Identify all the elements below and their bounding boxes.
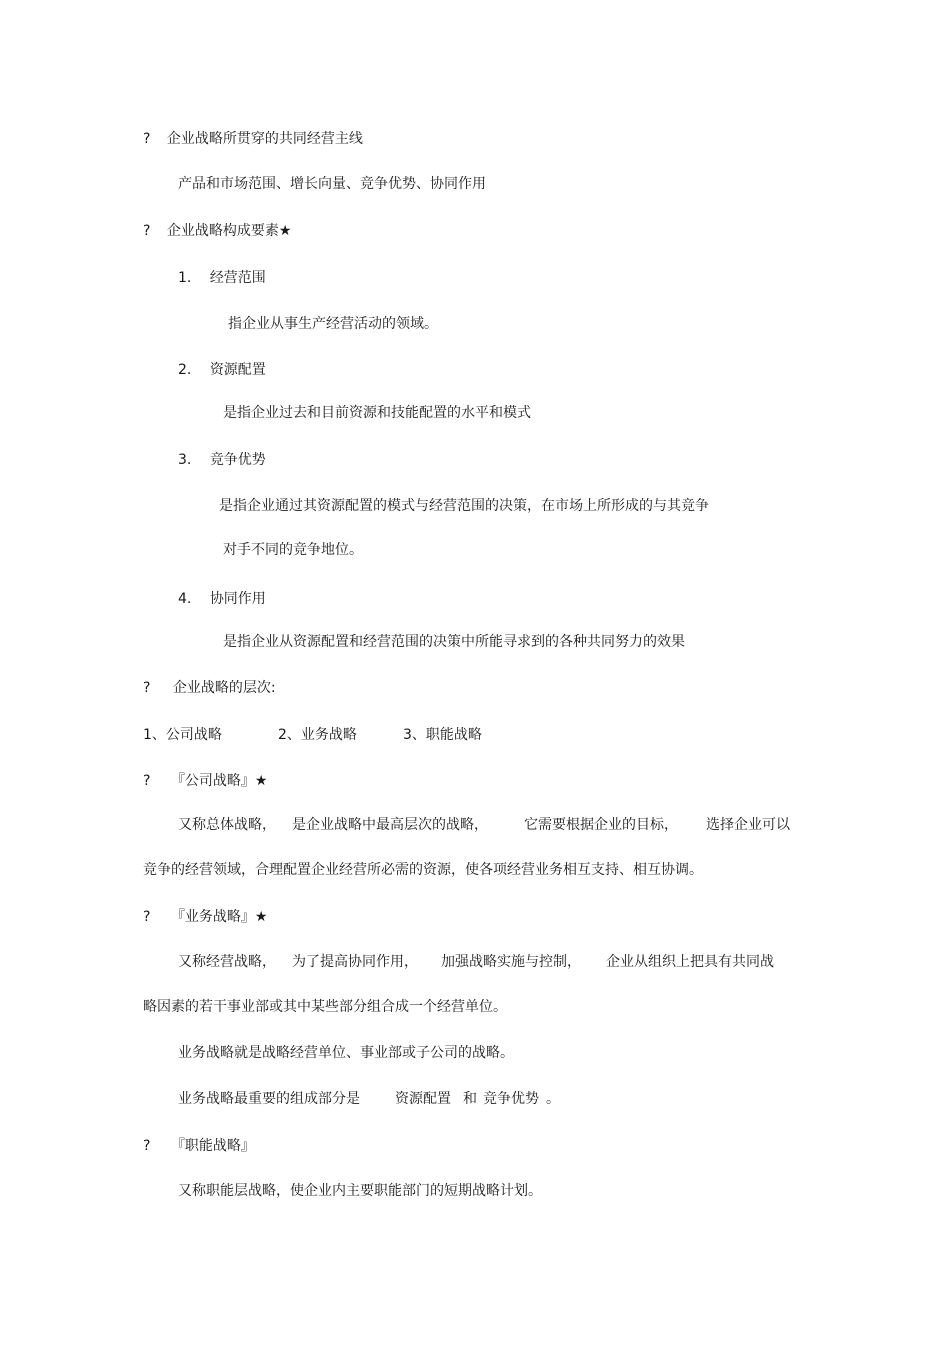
element-item-1 [178,268,266,288]
text-segment: 业务战略最重要的组成部分是 [178,1091,360,1107]
section3-heading [143,678,276,698]
element-label: 经营范围 [209,270,266,286]
bullet-marker: ? [143,680,151,696]
element-desc-1: 指企业从事生产经营活动的领域。 [228,316,438,332]
element-desc-3-line1: 是指企业通过其资源配置的模式与经营范围的决策，在市场上所形成的与其竞争 [219,498,709,514]
text-segment: 资源配置 [395,1091,451,1107]
text-segment: 和 [463,1091,477,1107]
section1-title: 企业战略所贯穿的共同经营主线 [166,131,363,147]
element-label: 资源配置 [209,362,266,378]
element-number: 4. [178,591,192,607]
business-heading [143,907,267,927]
business-paragraph-2: 业务战略就是战略经营单位、事业部或子公司的战略。 [178,1045,514,1061]
element-number: 1. [178,270,192,286]
text-segment: 选择企业可以 [706,817,790,833]
element-number: 3. [178,452,192,468]
text-segment: 又称总体战略， [178,817,276,833]
element-label: 协同作用 [209,591,266,607]
element-item-2 [178,360,266,380]
element-desc-4: 是指企业从资源配置和经营范围的决策中所能寻求到的各种共同努力的效果 [223,634,685,650]
text-segment: 竞争优势 [483,1091,539,1107]
text-segment: 加强战略实施与控制， [441,954,581,970]
bullet-marker: ? [143,909,151,925]
level-functional: 3、职能战略 [403,727,482,743]
functional-paragraph: 又称职能层战略，使企业内主要职能部门的短期战略计划。 [178,1183,542,1199]
text-segment: 为了提高协同作用， [292,954,418,970]
text-segment: 企业从组织上把具有共同战 [606,954,774,970]
element-desc-2: 是指企业过去和目前资源和技能配置的水平和模式 [223,405,531,421]
element-desc-3-line2: 对手不同的竞争地位。 [223,542,363,558]
corporate-heading [143,771,267,791]
section3-title: 企业战略的层次: [172,680,276,696]
corporate-paragraph-line2: 竞争的经营领域，合理配置企业经营所必需的资源，使各项经营业务相互支持、相互协调。 [143,862,703,878]
level-corporate: 1、公司战略 [143,727,222,743]
text-segment: 是企业战略中最高层次的战略， [292,817,488,833]
text-segment: 。 [546,1091,560,1107]
section2-heading [143,221,291,241]
element-label: 竞争优势 [209,452,266,468]
functional-heading [143,1136,255,1156]
level-business: 2、业务战略 [278,727,357,743]
section1-heading [143,129,363,149]
bullet-marker: ? [143,223,151,239]
text-segment: 又称经营战略， [178,954,276,970]
business-paragraph-line2: 略因素的若干事业部或其中某些部分组合成一个经营单位。 [143,999,507,1015]
element-number: 2. [178,362,192,378]
element-item-4 [178,589,266,609]
text-segment: 它需要根据企业的目标， [524,817,678,833]
corporate-title: 『公司战略』★ [170,773,268,789]
element-item-3 [178,450,266,470]
bullet-marker: ? [143,773,151,789]
functional-title: 『职能战略』 [170,1138,255,1154]
section2-title: 企业战略构成要素★ [166,223,292,239]
section1-body: 产品和市场范围、增长向量、竞争优势、协同作用 [178,176,486,192]
bullet-marker: ? [143,1138,151,1154]
business-title: 『业务战略』★ [170,909,268,925]
bullet-marker: ? [143,131,151,147]
